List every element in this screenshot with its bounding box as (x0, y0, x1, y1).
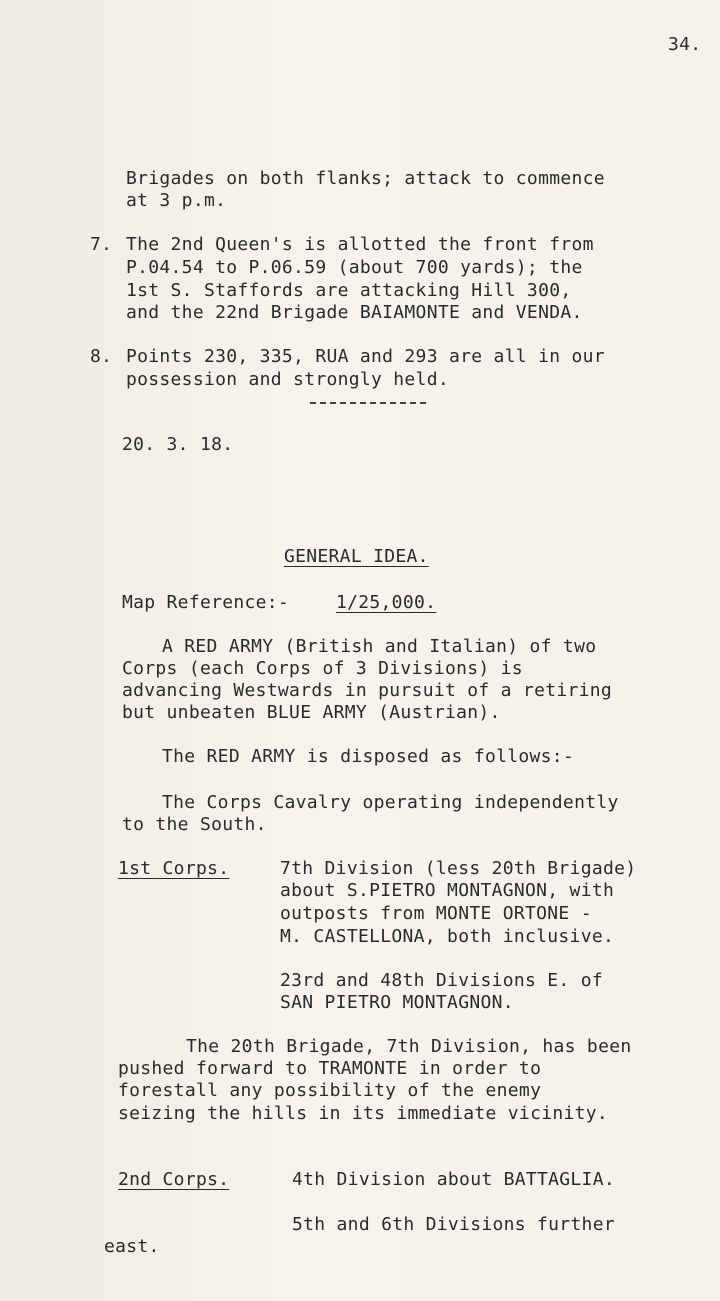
para8-line2: possession and strongly held. (126, 369, 449, 390)
section-heading: GENERAL IDEA. (284, 546, 429, 567)
section-divider (310, 402, 426, 404)
page-number: 34. (668, 34, 702, 55)
cavalry-line2: to the South. (122, 814, 267, 835)
brigade20-line4: seizing the hills in its immediate vicinity. (118, 1103, 609, 1124)
intro-line1: A RED ARMY (British and Italian) of two (162, 636, 597, 657)
para7-line1: The 2nd Queen's is allotted the front from (126, 234, 594, 255)
map-reference-label: Map Reference:- (122, 592, 290, 613)
corps1-line5: 23rd and 48th Divisions E. of (280, 970, 603, 991)
para7-number: 7. (90, 234, 113, 255)
corps2-line1: 4th Division about BATTAGLIA. (292, 1169, 615, 1190)
corps1-line1: 7th Division (less 20th Brigade) (280, 858, 637, 879)
corps1-line4: M. CASTELLONA, both inclusive. (280, 926, 615, 947)
para6-line2: at 3 p.m. (126, 190, 227, 211)
corps2-line2: 5th and 6th Divisions further (292, 1214, 615, 1235)
para7-line2: P.04.54 to P.06.59 (about 700 yards); the (126, 257, 583, 278)
para8-line1: Points 230, 335, RUA and 293 are all in our (126, 346, 605, 367)
cavalry-line1: The Corps Cavalry operating independently (162, 792, 619, 813)
disposition-intro: The RED ARMY is disposed as follows:- (162, 746, 575, 767)
para8-number: 8. (90, 346, 113, 367)
brigade20-line1: The 20th Brigade, 7th Division, has been (186, 1036, 632, 1057)
brigade20-line3: forestall any possibility of the enemy (118, 1080, 542, 1101)
para6-line1: Brigades on both flanks; attack to commence (126, 168, 605, 189)
para7-line4: and the 22nd Brigade BAIAMONTE and VENDA. (126, 302, 583, 323)
corps1-line6: SAN PIETRO MONTAGNON. (280, 992, 514, 1013)
para7-line3: 1st S. Staffords are attacking Hill 300, (126, 280, 572, 301)
intro-line3: advancing Westwards in pursuit of a retiring (122, 680, 613, 701)
document-date: 20. 3. 18. (122, 434, 234, 455)
corps1-line3: outposts from MONTE ORTONE - (280, 903, 592, 924)
map-reference-value: 1/25,000. (336, 592, 437, 613)
corps1-line2: about S.PIETRO MONTAGNON, with (280, 880, 615, 901)
corps2-line3: east. (104, 1236, 160, 1257)
corps1-label: 1st Corps. (118, 858, 230, 879)
brigade20-line2: pushed forward to TRAMONTE in order to (118, 1058, 542, 1079)
intro-line4: but unbeaten BLUE ARMY (Austrian). (122, 702, 501, 723)
intro-line2: Corps (each Corps of 3 Divisions) is (122, 658, 523, 679)
corps2-label: 2nd Corps. (118, 1169, 230, 1190)
